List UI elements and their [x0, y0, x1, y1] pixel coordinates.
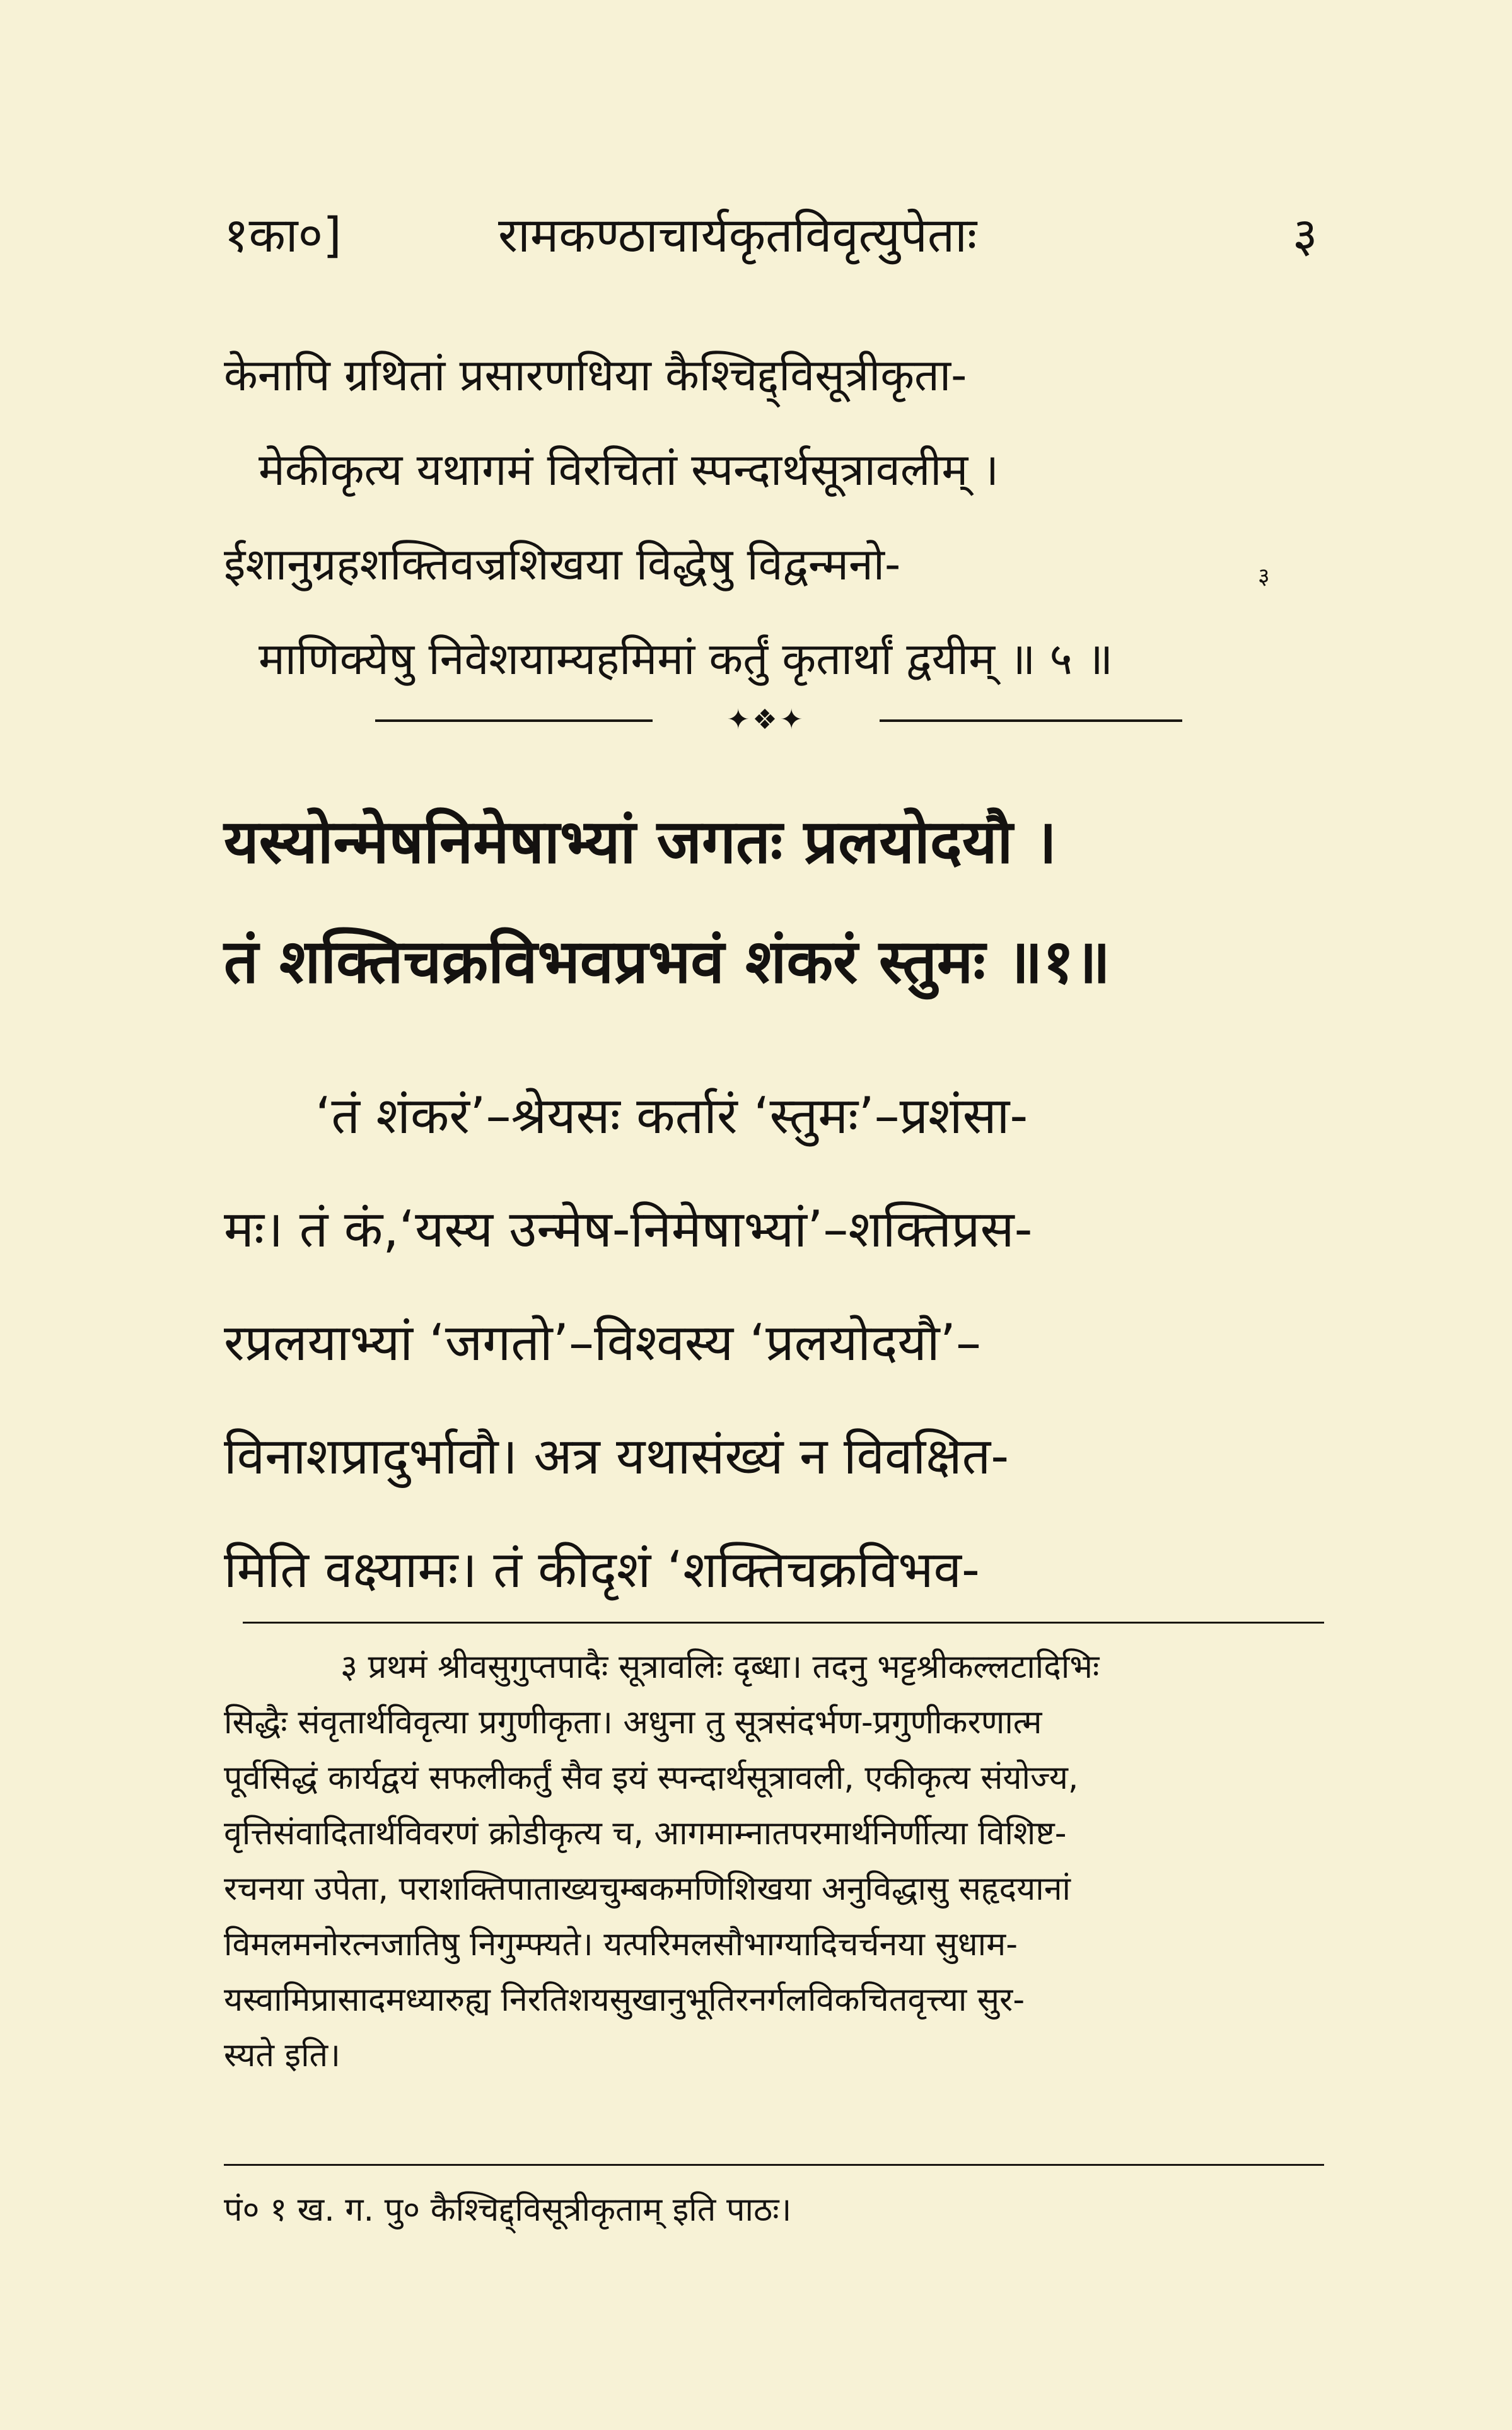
- commentary-line: रप्रलयाभ्यां ‘जगतो’–विश्वस्य ‘प्रलयोदयौ’–: [224, 1313, 981, 1372]
- footnote-marker: ३: [1258, 564, 1270, 590]
- footnote-line: रचनया उपेता, पराशक्तिपाताख्यचुम्बकमणिशिखया अनुविद्धासु सहृदयानां: [224, 1870, 1071, 1908]
- variant-reading-note: पं० १ ख. ग. पु० कैश्चिद्द्विसूत्रीकृताम् इति पाठः।: [224, 2191, 792, 2229]
- intro-verse-line: केनापि ग्रथितां प्रसारणधिया कैश्चिद्द्विसूत्रीकृता-: [224, 349, 967, 401]
- footnote-line: सिद्धैः संवृतार्थविवृत्या प्रगुणीकृता। अधुना तु सूत्रसंदर्भण-प्रगुणीकरणात्म: [224, 1704, 1042, 1741]
- sutra-line: यस्योन्मेषनिमेषाभ्यां जगतः प्रलयोदयौ ।: [224, 806, 1057, 877]
- footnote-divider: [243, 1622, 1324, 1624]
- ornament-icon: ✦❖✦: [653, 705, 880, 735]
- section-marker: १का०]: [224, 207, 342, 263]
- intro-verse-line: माणिक्येषु निवेशयाम्यहमिमां कर्तुं कृतार्थां द्वयीम् ॥ ५ ॥: [259, 633, 1114, 685]
- intro-verse-line: मेकीकृत्य यथागमं विरचितां स्पन्दार्थसूत्रावलीम् ।: [259, 444, 999, 496]
- footnote-line: स्यते इति।: [224, 2037, 340, 2074]
- commentary-line: विनाशप्रादुर्भावौ। अत्र यथासंख्यं न विवक्षित-: [224, 1427, 1009, 1485]
- commentary-line: ‘तं शंकरं’–श्रेयसः कर्तारं ‘स्तुमः’–प्रशंसा-: [315, 1086, 1028, 1145]
- page-number: ३: [1293, 207, 1318, 263]
- running-title: रामकण्ठाचार्यकृतविवृत्युपेताः: [498, 207, 977, 263]
- footnote-line: विमलमनोरत्नजातिषु निगुम्फ्यते। यत्परिमलसौभाग्यादिचर्चनया सुधाम-: [224, 1926, 1018, 1963]
- footnote-line: यस्वामिप्रासादमध्यारुह्य निरतिशयसुखानुभूतिरनर्गलविकचितवृत्त्या सुर-: [224, 1981, 1025, 2019]
- footnote-line: ३ प्रथमं श्रीवसुगुप्तपादैः सूत्रावलिः दृब्धा। तदनु भट्टश्रीकल्लटादिभिः: [340, 1648, 1100, 1686]
- footnote-line: पूर्वसिद्धं कार्यद्वयं सफलीकर्तुं सैव इयं स्पन्दार्थसूत्रावली, एकीकृत्य संयोज्य,: [224, 1759, 1079, 1797]
- intro-verse-line: ईशानुग्रहशक्तिवज्रशिखया विद्धेषु विद्वन्मनो-: [224, 538, 901, 590]
- commentary-line: मः। तं कं,‘यस्य उन्मेष-निमेषाभ्यां’–शक्तिप्रस-: [224, 1200, 1033, 1259]
- footnote-line: वृत्तिसंवादितार्थविवरणं क्रोडीकृत्य च, आगमाम्नातपरमार्थनिर्णीत्या विशिष्ट-: [224, 1815, 1067, 1852]
- commentary-line: मिति वक्ष्यामः। तं कीदृशं ‘शक्तिचक्रविभव-: [224, 1540, 980, 1599]
- sutra-line: तं शक्तिचक्रविभवप्रभवं शंकरं स्तुमः ॥१॥: [224, 926, 1111, 997]
- variant-divider: [224, 2164, 1324, 2166]
